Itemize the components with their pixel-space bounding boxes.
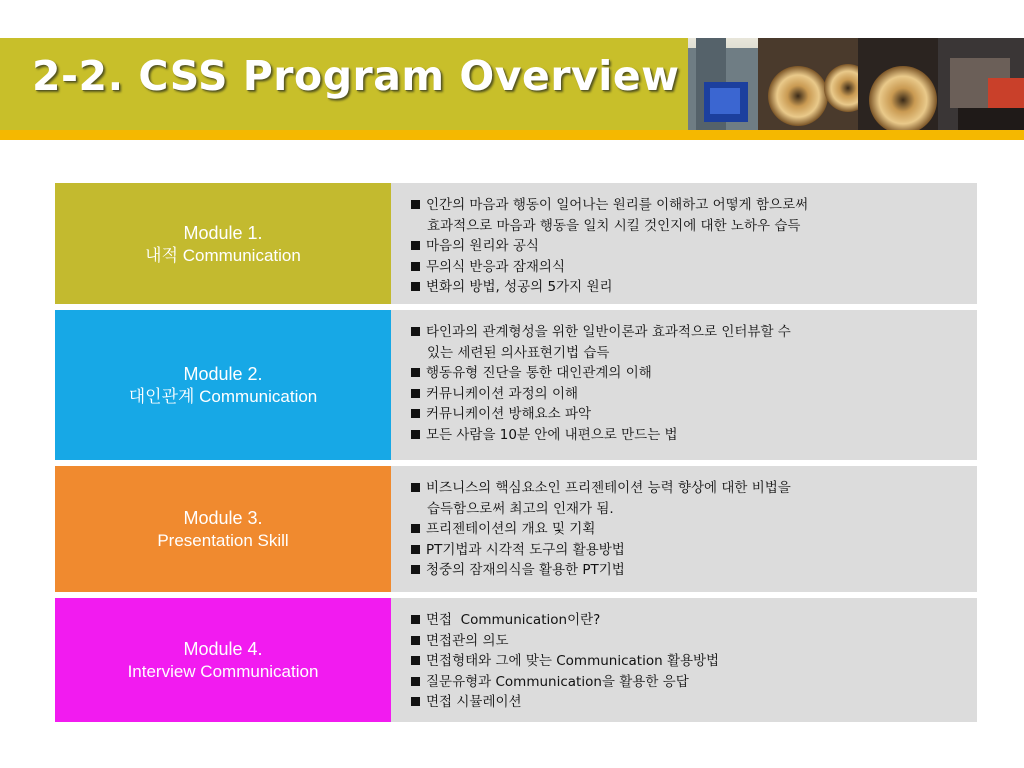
module-label-box <box>55 310 391 460</box>
square-bullet-icon <box>411 677 420 686</box>
list-item: PT기법과 시각적 도구의 활용방법 <box>411 540 791 561</box>
module-row-4 <box>55 598 977 722</box>
module-row-2 <box>55 310 977 460</box>
list-item: 면접 Communication이란? <box>411 610 719 631</box>
square-bullet-icon <box>411 565 420 574</box>
list-item: 모든 사람을 10분 안에 내편으로 만드는 법 <box>411 425 791 446</box>
module-subtitle: Presentation Skill <box>157 531 289 550</box>
module-description <box>391 310 977 460</box>
square-bullet-icon <box>411 389 420 398</box>
module-label-box <box>55 598 391 722</box>
square-bullet-icon <box>411 524 420 533</box>
square-bullet-icon <box>411 200 420 209</box>
module-subtitle: 내적 Communication <box>145 245 301 265</box>
top-margin <box>0 0 1024 38</box>
square-bullet-icon <box>411 545 420 554</box>
module-label-box <box>55 183 391 304</box>
list-item-continuation: 효과적으로 마음과 행동을 일치 시킬 것인지에 대한 노하우 습득 <box>427 217 801 234</box>
square-bullet-icon <box>411 483 420 492</box>
module-title: Module 1. <box>183 222 263 243</box>
square-bullet-icon <box>411 656 420 665</box>
module-title: Module 3. <box>183 508 263 528</box>
module-row-3 <box>55 466 977 592</box>
module-title: Module 2. <box>183 364 263 384</box>
factory-photo-image <box>688 38 1024 130</box>
module-description <box>391 598 977 722</box>
module-title: Module 4. <box>183 639 263 659</box>
module-description <box>391 183 977 304</box>
square-bullet-icon <box>411 327 420 336</box>
list-item: 마음의 원리와 공식 <box>411 236 808 257</box>
slide-title: 2-2. CSS Program Overview <box>32 52 680 100</box>
list-item: 프리젠테이션의 개요 및 기획 <box>411 519 791 540</box>
list-item: 면접형태와 그에 맞는 Communication 활용방법 <box>411 651 719 672</box>
list-item: 면접 시뮬레이션 <box>411 692 719 713</box>
square-bullet-icon <box>411 409 420 418</box>
module-subtitle: 대인관계 Communication <box>128 387 318 406</box>
list-item-continuation: 있는 세련된 의사표현기법 습득 <box>427 344 610 361</box>
header-photo <box>688 38 1024 130</box>
list-item: 무의식 반응과 잠재의식 <box>411 257 808 278</box>
list-item: 면접관의 의도 <box>411 631 719 652</box>
header-accent-strip <box>0 130 1024 140</box>
square-bullet-icon <box>411 262 420 271</box>
list-item: 커뮤니케이션 과정의 이해 <box>411 384 791 405</box>
square-bullet-icon <box>411 615 420 624</box>
square-bullet-icon <box>411 636 420 645</box>
module-row-1 <box>55 183 977 304</box>
list-item: 비즈니스의 핵심요소인 프리젠테이션 능력 향상에 대한 비법을 <box>411 478 791 499</box>
list-item-continuation: 습득함으로써 최고의 인재가 됨. <box>427 500 614 517</box>
list-item: 인간의 마음과 행동이 일어나는 원리를 이해하고 어떻게 함으로써 <box>411 195 808 216</box>
module-label-box <box>55 466 391 592</box>
square-bullet-icon <box>411 368 420 377</box>
list-item: 행동유형 진단을 통한 대인관계의 이해 <box>411 363 791 384</box>
list-item: 변화의 방법, 성공의 5가지 원리 <box>411 277 808 298</box>
list-item: 청중의 잠재의식을 활용한 PT기법 <box>411 560 791 581</box>
list-item: 질문유형과 Communication을 활용한 응답 <box>411 672 719 693</box>
square-bullet-icon <box>411 697 420 706</box>
square-bullet-icon <box>411 241 420 250</box>
square-bullet-icon <box>411 282 420 291</box>
module-description <box>391 466 977 592</box>
module-subtitle: Interview Communication <box>127 662 319 681</box>
list-item: 타인과의 관계형성을 위한 일반이론과 효과적으로 인터뷰할 수 <box>411 322 791 343</box>
square-bullet-icon <box>411 430 420 439</box>
list-item: 커뮤니케이션 방해요소 파악 <box>411 404 791 425</box>
